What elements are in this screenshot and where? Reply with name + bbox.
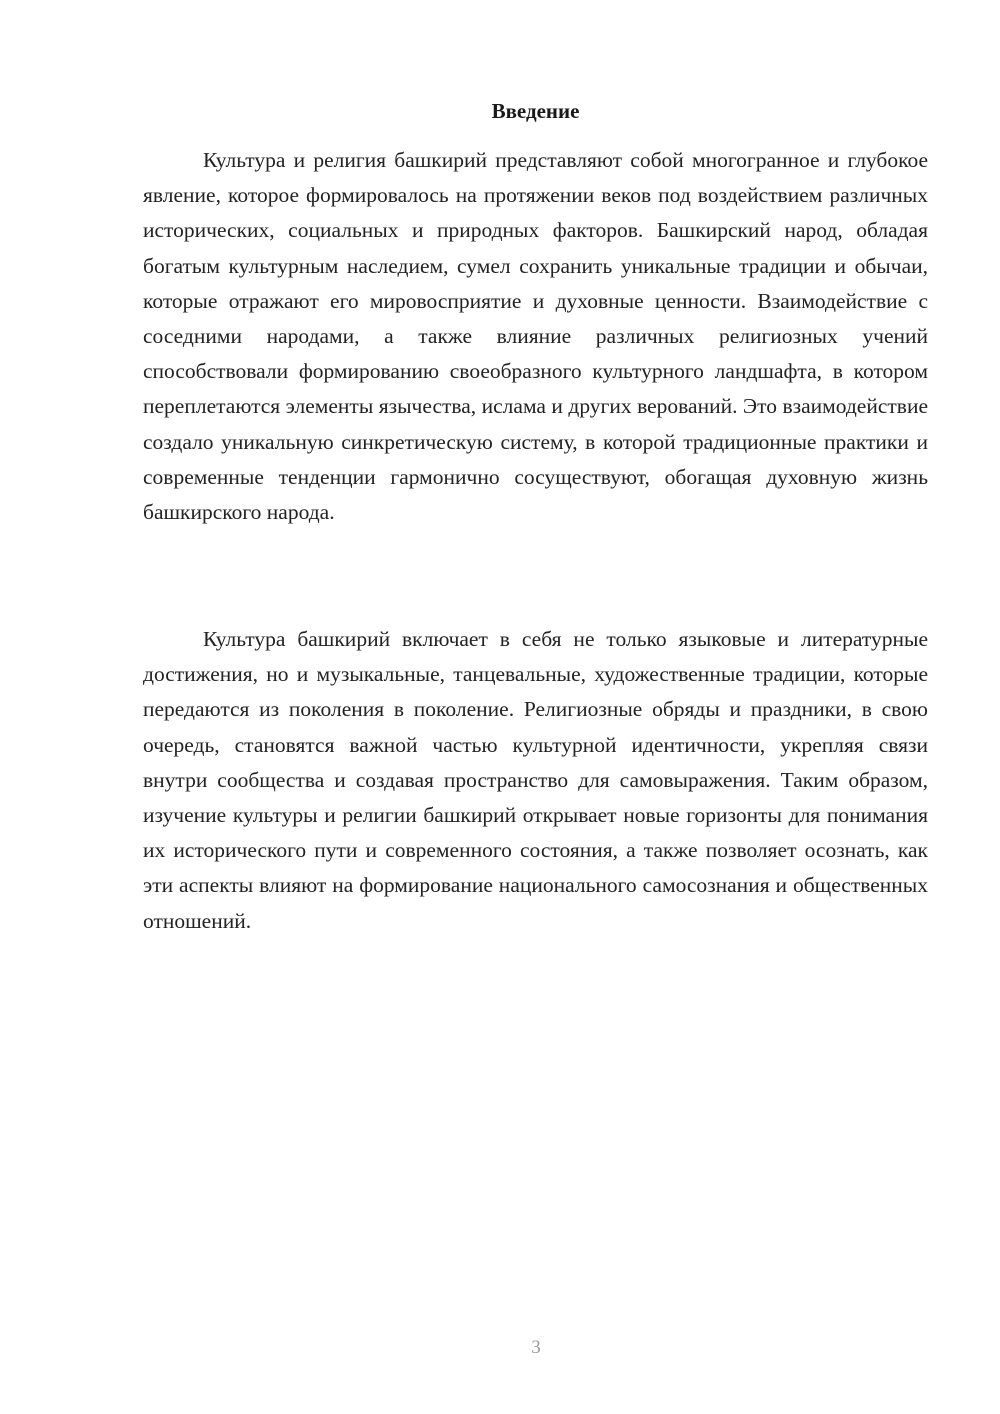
paragraph-2: Культура башкирий включает в себя не только языковые и литературные достижения, но и музыкальные, танцевальные, художественные традиции, которые передаются из поколения в поколение. Религиозные обряды и праздники, в свою очередь, становятся важной частью культурной идентичности, укрепляя связи внутри сообщества и создавая пространство для самовыражения. Таким образом, изучение культуры и религии башкирий открывает новые горизонты для понимания их исторического пути и современного состояния, а также позволяет осознать, как эти аспекты влияют на формирование национального самосознания и общественных отношений. bbox=[143, 627, 928, 933]
paragraph-1: Культура и религия башкирий представляют собой многогранное и глубокое явление, которое формировалось на протяжении веков под воздействием различных исторических, социальных и природных факторов. Башкирский народ, обладая богатым культурным наследием, сумел сохранить уникальные традиции и обычаи, которые отражают его мировосприятие и духовные ценности. Взаимодействие с соседними народами, а также влияние различных религиозных учений способствовали формированию своеобразного культурного ландшафта, в котором переплетаются элементы язычества, ислама и других верований. Это взаимодействие создало уникальную синкретическую систему, в которой традиционные практики и современные тенденции гармонично сосуществуют, обогащая духовную жизнь башкирского народа. bbox=[143, 148, 928, 525]
page-number: 3 bbox=[531, 1337, 541, 1358]
section-heading: Введение bbox=[491, 99, 580, 123]
